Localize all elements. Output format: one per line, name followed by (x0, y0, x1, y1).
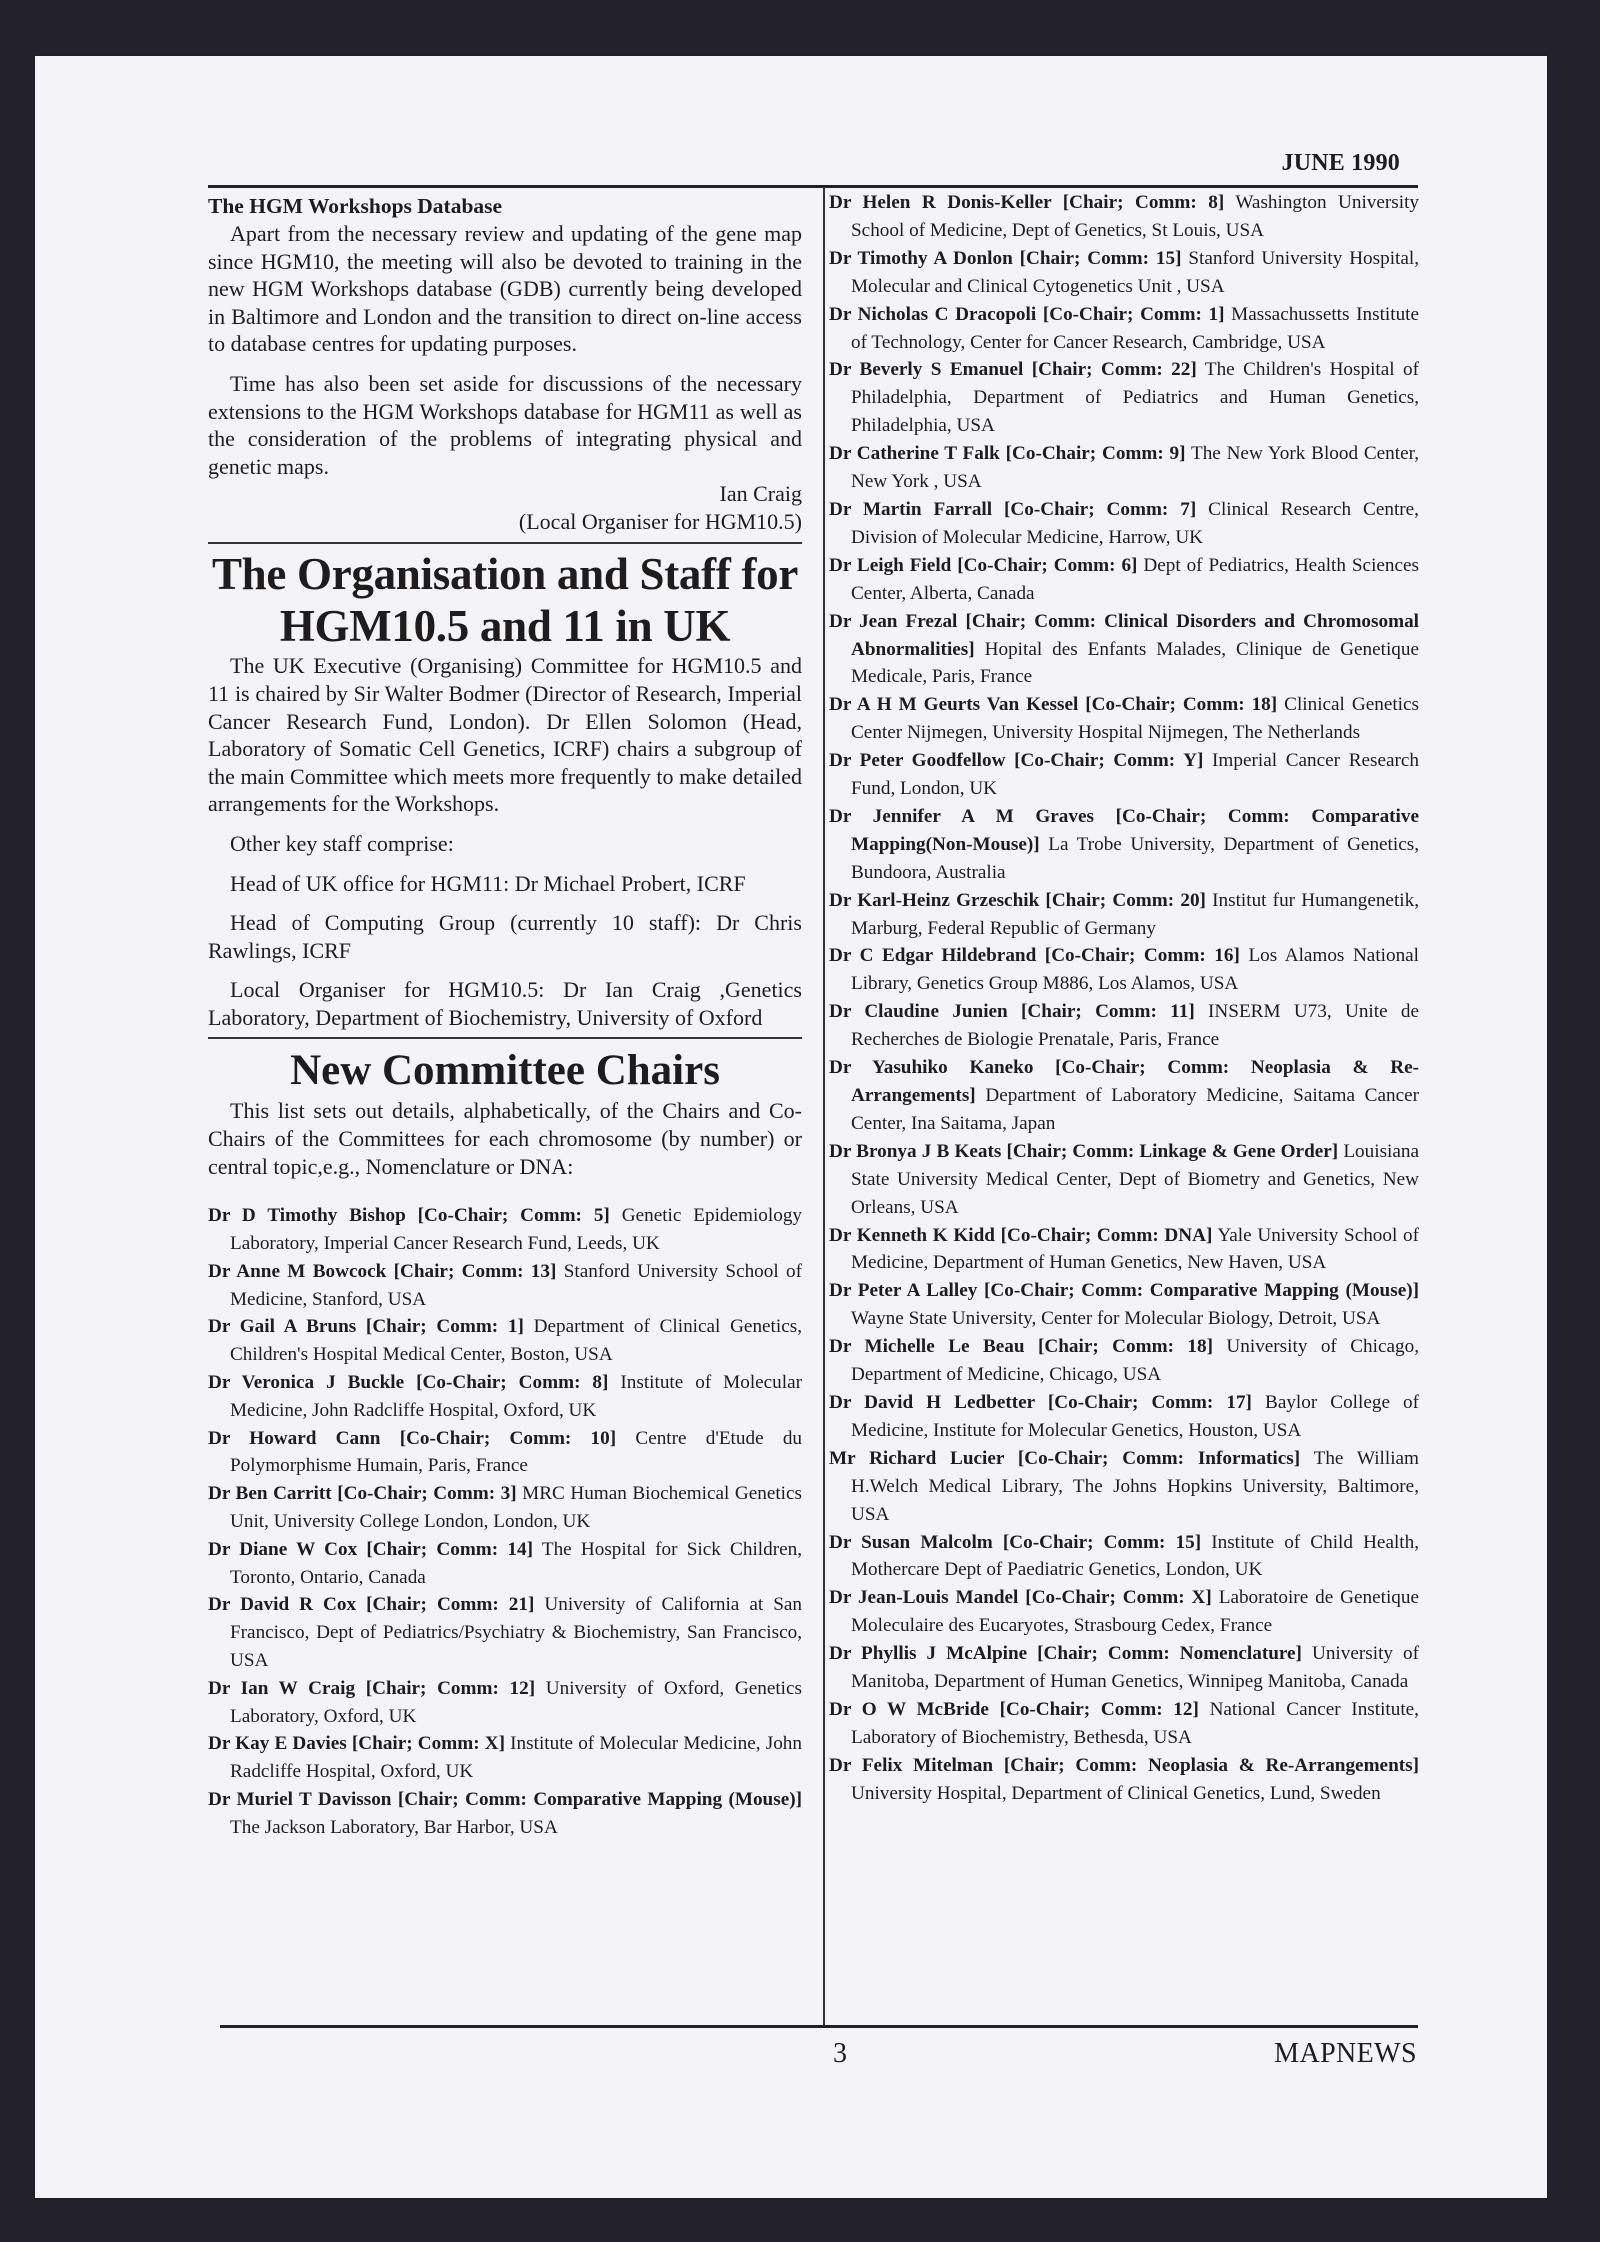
chair-entry-details: Institute of Molecular Medicine, John Radcliffe Hospital, Oxford, UK (230, 1372, 803, 1421)
chair-entry-details: Clinical Genetics Center Nijmegen, University Hospital Nijmegen, The Netherlands (851, 694, 1419, 744)
chair-entry (829, 942, 1419, 998)
chair-entry-details: University of Manitoba, Department of Human Genetics, Winnipeg Manitoba, Canada (851, 1643, 1419, 1693)
database-section (208, 193, 802, 544)
database-paragraph: Apart from the necessary review and updating of the gene map since HGM10, the meeting will also be devoted to training in the new HGM Workshops database (GDB) currently being developed in Baltimore and London and the transition to direct on-line access to database centres for updating purposes. (208, 221, 802, 357)
chair-entry-details: The Children's Hospital of Philadelphia, Department of Pediatrics and Human Genetics, Philadelphia, USA (851, 359, 1420, 437)
chair-entry-name: Dr Nicholas C Dracopoli [Co-Chair; Comm: 1] (829, 303, 1225, 325)
chair-entry (829, 189, 1419, 245)
chair-entry-details: Massachussetts Institute of Technology, Center for Cancer Research, Cambridge, USA (851, 303, 1420, 353)
chair-entry-name: Dr Howard Cann [Co-Chair; Comm: 10] (208, 1427, 617, 1449)
chair-entry-details: Dept of Pediatrics, Health Sciences Center, Alberta, Canada (851, 554, 1420, 604)
chair-entry (829, 1529, 1419, 1585)
chair-entry-details: The Jackson Laboratory, Bar Harbor, USA (230, 1816, 558, 1838)
chair-entry-details: Stanford University School of Medicine, Stanford, USA (230, 1260, 802, 1310)
chair-entry-details: Louisiana State University Medical Center, Dept of Biometry and Genetics, New Orleans, USA (851, 1140, 1419, 1218)
section-divider (208, 542, 802, 544)
chair-entry-name: Dr Ian W Craig [Chair; Comm: 12] (208, 1677, 536, 1699)
chair-entry (829, 691, 1419, 747)
chair-entry-name: Dr Susan Malcolm [Co-Chair; Comm: 15] (829, 1531, 1202, 1553)
issue-date: JUNE 1990 (1281, 150, 1400, 176)
chair-entry-name: Dr Beverly S Emanuel [Chair; Comm: 22] (829, 359, 1197, 381)
database-paragraph: Time has also been set aside for discussions of the necessary extensions to the HGM Workshops database for HGM11 as well as the consideration of the problems of integrating physical and genetic maps. (208, 370, 802, 479)
chair-entry (829, 1445, 1419, 1529)
chair-entry (829, 1696, 1419, 1752)
chair-entry-details: Hopital des Enfants Malades, Clinique de Genetique Medicale, Paris, France (851, 638, 1419, 688)
chair-entry (829, 245, 1419, 301)
chair-entry (829, 1584, 1419, 1640)
chairs-section (208, 1045, 802, 1841)
chair-entry (208, 1536, 802, 1592)
chair-entry-name: Dr Timothy A Donlon [Chair; Comm: 15] (829, 247, 1182, 269)
chair-entry (208, 1369, 802, 1425)
chairs-list-right (829, 189, 1419, 1808)
chairs-title: New Committee Chairs (290, 1047, 720, 1095)
chair-entry (829, 496, 1419, 552)
chair-entry-name: Dr Jean-Louis Mandel [Co-Chair; Comm: X] (829, 1587, 1212, 1609)
chair-entry-name: Dr Peter A Lalley [Co-Chair; Comm: Comparative Mapping (Mouse)] (829, 1280, 1419, 1302)
chair-entry-details: MRC Human Biochemical Genetics Unit, University College London, London, UK (230, 1483, 802, 1533)
chair-entry-details: INSERM U73, Unite de Recherches de Biologie Prenatale, Paris, France (851, 1001, 1420, 1051)
organisation-paragraph: Head of UK office for HGM11: Dr Michael Probert, ICRF (230, 870, 746, 896)
chair-entry-details: Stanford University Hospital, Molecular and Clinical Cytogenetics Unit , USA (851, 247, 1420, 297)
chair-entry-name: Dr Claudine Junien [Chair; Comm: 11] (829, 1001, 1195, 1023)
chair-entry-details: University of California at San Francisco, Dept of Pediatrics/Psychiatry & Biochemistry, San Francisco, USA (230, 1594, 803, 1671)
chair-entry (208, 1480, 802, 1536)
chair-entry-details: Los Alamos National Library, Genetics Group M886, Los Alamos, USA (851, 945, 1420, 995)
chair-entry (829, 356, 1419, 440)
publication-name: MAPNEWS (1274, 2038, 1417, 2069)
chair-entry-name: Dr D Timothy Bishop [Co-Chair; Comm: 5] (208, 1205, 610, 1227)
page-number: 3 (833, 2038, 847, 2069)
chair-entry-name: Dr Anne M Bowcock [Chair; Comm: 13] (208, 1260, 557, 1282)
chair-entry-details: Baylor College of Medicine, Institute for Molecular Genetics, Houston, USA (851, 1391, 1420, 1441)
chair-entry-details: Department of Clinical Genetics, Children's Hospital Medical Center, Boston, USA (230, 1316, 802, 1366)
chairs-list-left (208, 1202, 802, 1841)
chair-entry-details: Centre d'Etude du Polymorphisme Humain, Paris, France (230, 1427, 803, 1477)
chair-entry (208, 1675, 802, 1731)
chair-entry (829, 1389, 1419, 1445)
chair-entry-name: Dr Ben Carritt [Co-Chair; Comm: 3] (208, 1483, 517, 1505)
chair-entry-name: Dr Jennifer A M Graves [Co-Chair; Comm: Comparative Mapping(Non-Mouse)] (829, 805, 1419, 855)
chair-entry (829, 608, 1419, 692)
organisation-paragraph: Local Organiser for HGM10.5: Dr Ian Craig ,Genetics Laboratory, Department of Biochemistry, University of Oxford (208, 977, 802, 1030)
chair-entry-name: Dr Diane W Cox [Chair; Comm: 14] (208, 1538, 533, 1560)
chair-entry (829, 803, 1419, 887)
chair-entry-name: Dr David H Ledbetter [Co-Chair; Comm: 17] (829, 1391, 1252, 1413)
chair-entry (208, 1258, 802, 1314)
chair-entry-details: Imperial Cancer Research Fund, London, UK (851, 750, 1420, 800)
right-column (829, 189, 1419, 1808)
chair-entry-details: Yale University School of Medicine, Department of Human Genetics, New Haven, USA (851, 1224, 1419, 1274)
chair-entry (208, 1786, 802, 1842)
chair-entry-name: Dr Jean Frezal [Chair; Comm: Clinical Disorders and Chromosomal Abnormalities] (829, 610, 1419, 660)
chair-entry (829, 1222, 1419, 1278)
chair-entry-name: Dr Helen R Donis-Keller [Chair; Comm: 8] (829, 192, 1225, 213)
chair-entry-details: The New York Blood Center, New York , USA (851, 443, 1420, 493)
chair-entry-details: Institute of Molecular Medicine, John Radcliffe Hospital, Oxford, UK (230, 1733, 802, 1783)
chair-entry-details: Genetic Epidemiology Laboratory, Imperial Cancer Research Fund, Leeds, UK (230, 1205, 803, 1255)
database-heading: The HGM Workshops Database (208, 194, 503, 218)
chair-entry-details: La Trobe University, Department of Genetics, Bundoora, Australia (851, 833, 1420, 883)
column-divider (823, 187, 825, 2025)
organisation-paragraph: Head of Computing Group (currently 10 staff): Dr Chris Rawlings, ICRF (208, 910, 802, 963)
chair-entry-name: Dr A H M Geurts Van Kessel [Co-Chair; Comm: 18] (829, 694, 1278, 716)
signature-name: Ian Craig (719, 481, 802, 507)
chairs-intro: This list sets out details, alphabetically, of the Chairs and Co-Chairs of the Committees for each chromosome (by number) or central topic,e.g., Nomenclature or DNA: (208, 1098, 802, 1179)
chair-entry (829, 1138, 1419, 1222)
chair-entry (829, 887, 1419, 943)
bottom-rule (220, 2025, 1418, 2028)
chair-entry-name: Dr C Edgar Hildebrand [Co-Chair; Comm: 16] (829, 945, 1240, 967)
chair-entry (829, 1333, 1419, 1389)
chair-entry (208, 1425, 802, 1481)
chair-entry-details: Institut fur Humangenetik, Marburg, Federal Republic of Germany (851, 889, 1419, 939)
chair-entry-details: University of Oxford, Genetics Laboratory, Oxford, UK (230, 1677, 802, 1727)
chair-entry-details: University of Chicago, Department of Medicine, Chicago, USA (851, 1336, 1419, 1386)
chair-entry (208, 1730, 802, 1786)
chair-entry (829, 1640, 1419, 1696)
chair-entry-details: Laboratoire de Genetique Moleculaire des Eucaryotes, Strasbourg Cedex, France (851, 1587, 1420, 1637)
organisation-paragraph: Other key staff comprise: (230, 830, 454, 856)
chair-entry-name: Dr Gail A Bruns [Chair; Comm: 1] (208, 1316, 524, 1338)
chair-entry-name: Mr Richard Lucier [Co-Chair; Comm: Informatics] (829, 1447, 1301, 1469)
chair-entry-name: Dr Kenneth K Kidd [Co-Chair; Comm: DNA] (829, 1224, 1213, 1246)
section-divider (208, 1037, 802, 1039)
chair-entry-name: Dr Veronica J Buckle [Co-Chair; Comm: 8] (208, 1372, 609, 1394)
chair-entry (208, 1202, 802, 1258)
chair-entry (208, 1591, 802, 1674)
chair-entry-name: Dr Kay E Davies [Chair; Comm: X] (208, 1733, 505, 1755)
organisation-paragraph: The UK Executive (Organising) Committee for HGM10.5 and 11 is chaired by Sir Walter Bodmer (Director of Research, Imperial Cancer Research Fund, London). Dr Ellen Solomon (Head, Laboratory of Somatic Cell Genetics, ICRF) chairs a subgroup of the main Committee which meets more frequently to make detailed arrangements for the Workshops. (208, 653, 802, 817)
organisation-title: The Organisation and Staff for HGM10.5 and 11 in UK (211, 549, 799, 652)
chair-entry (829, 1752, 1419, 1808)
chair-entry-details: University Hospital, Department of Clinical Genetics, Lund, Sweden (851, 1782, 1381, 1804)
chair-entry (829, 552, 1419, 608)
chair-entry (829, 747, 1419, 803)
organisation-section (208, 548, 802, 1039)
left-column (208, 193, 802, 1842)
chair-entry-name: Dr Felix Mitelman [Chair; Comm: Neoplasia & Re-Arrangements] (829, 1754, 1419, 1776)
chair-entry-details: Washington University School of Medicine, Dept of Genetics, St Louis, USA (851, 192, 1420, 241)
chair-entry (829, 998, 1419, 1054)
chair-entry-name: Dr Bronya J B Keats [Chair; Comm: Linkage & Gene Order] (829, 1140, 1339, 1162)
chair-entry-name: Dr David R Cox [Chair; Comm: 21] (208, 1594, 535, 1616)
chair-entry-details: Clinical Research Centre, Division of Molecular Medicine, Harrow, UK (851, 498, 1419, 548)
chair-entry-name: Dr Yasuhiko Kaneko [Co-Chair; Comm: Neoplasia & Re-Arrangements] (829, 1057, 1419, 1106)
chair-entry-details: Wayne State University, Center for Molecular Biology, Detroit, USA (851, 1308, 1381, 1330)
chair-entry-name: Dr O W McBride [Co-Chair; Comm: 12] (829, 1698, 1199, 1720)
chair-entry-name: Dr Phyllis J McAlpine [Chair; Comm: Nomenclature] (829, 1643, 1302, 1665)
chair-entry-name: Dr Peter Goodfellow [Co-Chair; Comm: Y] (829, 750, 1204, 772)
chair-entry-name: Dr Michelle Le Beau [Chair; Comm: 18] (829, 1336, 1213, 1358)
chair-entry (829, 301, 1419, 357)
signature-role: (Local Organiser for HGM10.5) (518, 509, 802, 535)
chair-entry (829, 440, 1419, 496)
chair-entry (829, 1277, 1419, 1333)
chair-entry-name: Dr Leigh Field [Co-Chair; Comm: 6] (829, 554, 1138, 576)
chair-entry (208, 1313, 802, 1369)
chair-entry-details: Department of Laboratory Medicine, Saitama Cancer Center, Ina Saitama, Japan (851, 1085, 1419, 1134)
chair-entry-name: Dr Muriel T Davisson [Chair; Comm: Comparative Mapping (Mouse)] (208, 1788, 802, 1810)
chair-entry-name: Dr Karl-Heinz Grzeschik [Chair; Comm: 20] (829, 889, 1206, 911)
chair-entry (829, 1054, 1419, 1138)
chair-entry-name: Dr Catherine T Falk [Co-Chair; Comm: 9] (829, 443, 1186, 465)
chair-entry-details: The William H.Welch Medical Library, The Johns Hopkins University, Baltimore, USA (851, 1447, 1419, 1525)
chair-entry-details: The Hospital for Sick Children, Toronto, Ontario, Canada (230, 1538, 802, 1588)
chair-entry-name: Dr Martin Farrall [Co-Chair; Comm: 7] (829, 498, 1197, 520)
top-rule (208, 185, 1418, 188)
chair-entry-details: Institute of Child Health, Mothercare Dept of Paediatric Genetics, London, UK (851, 1531, 1420, 1581)
chair-entry-details: National Cancer Institute, Laboratory of Biochemistry, Bethesda, USA (851, 1698, 1419, 1748)
